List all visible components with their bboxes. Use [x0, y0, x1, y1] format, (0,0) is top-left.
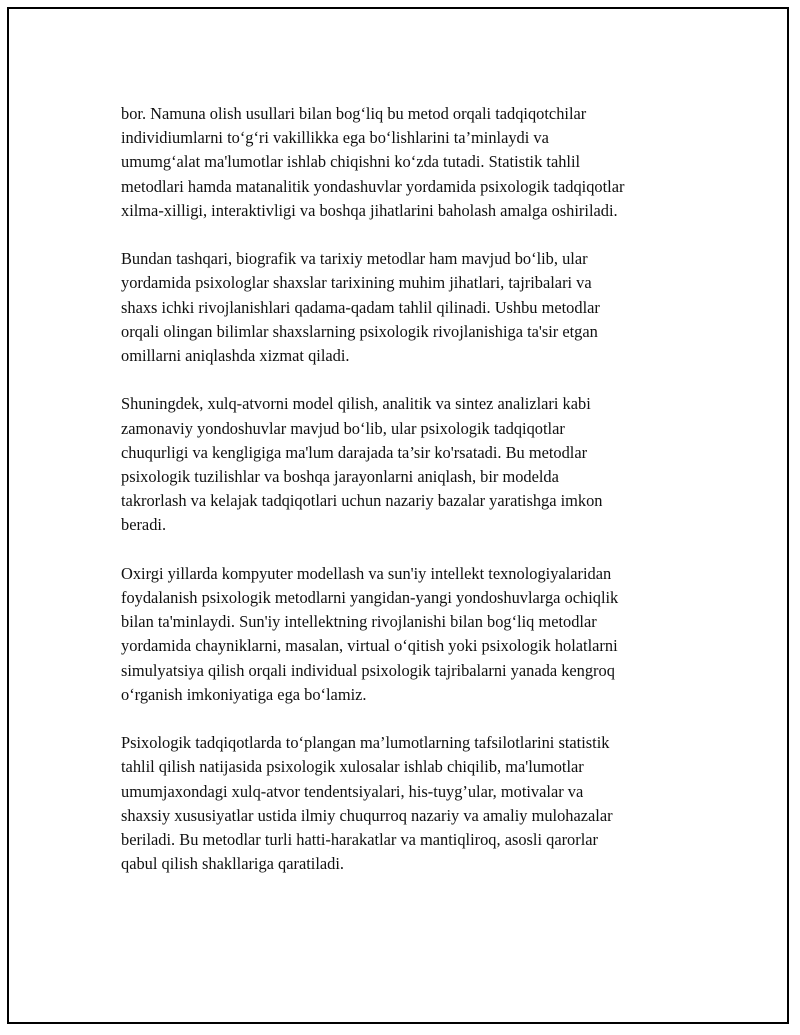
paragraph-4: Oxirgi yillarda kompyuter modellash va sun'iy intellekt texnologiyalaridan foydalanish psixologik metodlarni yangidan-yangi yondoshuvlarga ochiqlik bilan ta'minlaydi. Sun'iy intellektning rivojlanishi bilan bog‘liq metodlar yordamida chayniklarni, masalan, virtual o‘qitish yoki psixologik holatlarni simulyatsiya qilish orqali individual psixologik tajribalarni yanada kengroq o‘rganish imkoniyatiga ega bo‘lamiz. — [121, 563, 619, 704]
document-body — [121, 102, 701, 901]
paragraph-1: bor. Namuna olish usullari bilan bog‘liq bu metod orqali tadqiqotchilar individiumlarni to‘g‘ri vakillikka ega bo‘lishlarini ta’minlaydi va umumg‘alat ma'lumotlar ishlab chiqishni ko‘zda tutadi. Statistik tahlil metodlari hamda matanalitik yondashuvlar yordamida psixologik tadqiqotlar xilma-xilligi, interaktivligi va boshqa jihatlarini baholash amalga oshiriladi. — [121, 104, 625, 220]
paragraph-3: Shuningdek, xulq-atvorni model qilish, analitik va sintez analizlari kabi zamonaviy yondoshuvlar mavjud bo‘lib, ular psixologik tadqiqotlar chuqurligi va kengligiga ma'lum darajada ta’sir ko'rsatadi. Bu metodlar psixologik tuzilishlar va boshqa jarayonlarni aniqlash, bir modelda takrorlash va kelajak tadqiqotlari uchun nazariy bazalar yaratishga imkon beradi. — [121, 394, 603, 535]
paragraph-5: Psixologik tadqiqotlarda to‘plangan ma’lumotlarning tafsilotlarini statistik tahlil qilish natijasida psixologik xulosalar ishlab chiqilib, ma'lumotlar umumjaxondagi xulq-atvor tendentsiyalari, his-tuyg’ular, motivalar va shaxsiy xususiyatlar ustida ilmiy chuqurroq nazariy va amaliy mulohazalar beriladi. Bu metodlar turli hatti-harakatlar va mantiqliroq, asosli qarorlar qabul qilish shakllariga qaratiladi. — [121, 733, 613, 874]
paragraph-2: Bundan tashqari, biografik va tarixiy metodlar ham mavjud bo‘lib, ular yordamida psixologlar shaxslar tarixining muhim jihatlari, tajribalari va shaxs ichki rivojlanishlari qadama-qadam tahlil qilinadi. Ushbu metodlar orqali olingan bilimlar shaxslarning psixologik rivojlanishiga ta'sir etgan omillarni aniqlashda xizmat qiladi. — [121, 249, 600, 366]
page-frame — [7, 7, 789, 1024]
